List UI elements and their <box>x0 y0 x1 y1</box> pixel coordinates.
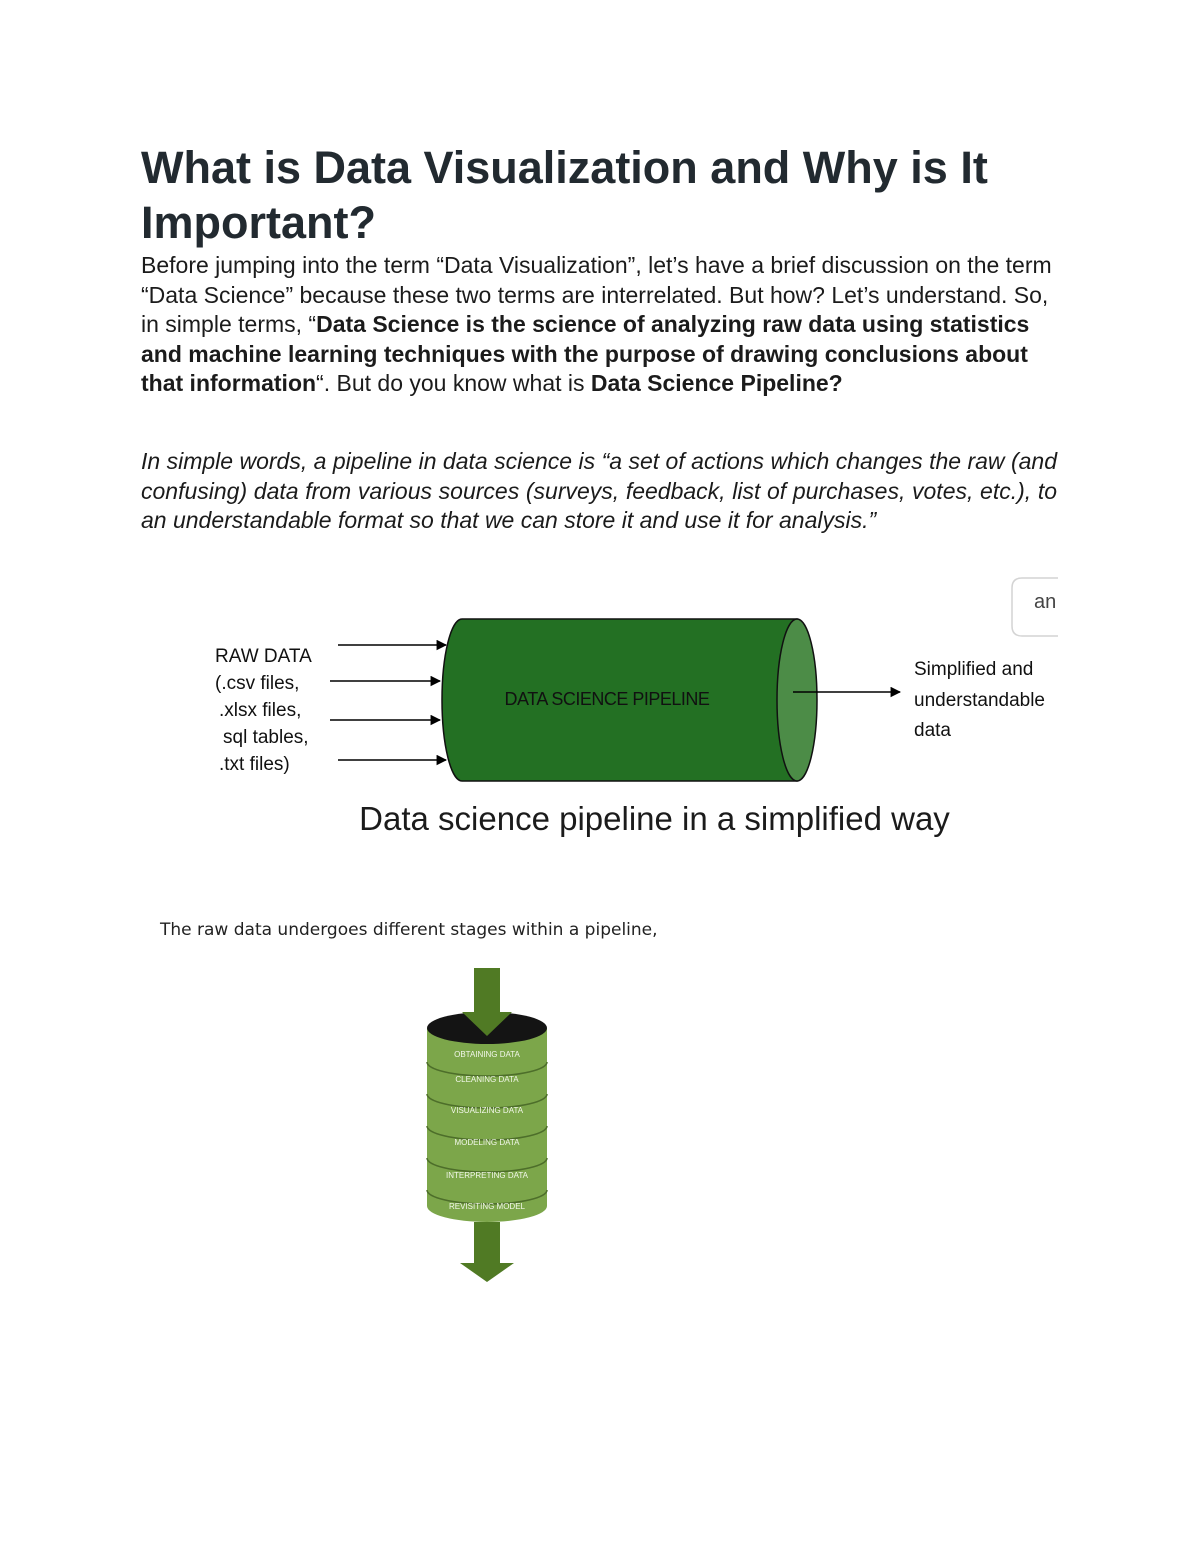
input-label: sql tables, <box>223 727 309 748</box>
input-label: (.csv files, <box>215 673 300 694</box>
input-label: RAW DATA <box>215 646 312 667</box>
stage-label: MODELING DATA <box>454 1138 520 1147</box>
output-label: Simplified and <box>914 659 1034 680</box>
data-science-definition: Data Science is the science of analyzing raw data using statistics and machine learning techniques with the purpose of drawing conclusions about that information <box>141 311 1030 396</box>
pipeline-label: DATA SCIENCE PIPELINE <box>504 689 710 709</box>
stage-label: INTERPRETING DATA <box>446 1171 528 1180</box>
pipeline-cylinder-end <box>777 619 817 781</box>
stage-label: VISUALIZING DATA <box>450 1106 524 1115</box>
pipeline-definition-quote: In simple words, a pipeline in data science is “a set of actions which changes the raw (and confusing) data from various sources (surveys, feedback, list of purchases, votes, etc.), to an understandable format so that we can store it and use it for analysis.” <box>141 448 1057 533</box>
pipeline-stages-diagram <box>380 960 600 1290</box>
floating-button-text: an <box>1034 591 1057 613</box>
pipeline-diagram-caption: Data science pipeline in a simplified way <box>359 800 950 837</box>
stage-label: REVISITING MODEL <box>448 1202 526 1211</box>
intro-text-middle: “. But do you know what is <box>316 370 591 396</box>
stages-output-arrow <box>460 1222 514 1282</box>
intro-text-start: Before jumping into the term “Data Visualization”, let’s have a brief discussion on the term “Data Science” because these two terms are interrelated. But how? Let’s understand. So, in simple terms, “ <box>141 252 1052 337</box>
stage-label: CLEANING DATA <box>455 1075 519 1084</box>
output-label: understandable <box>914 690 1045 711</box>
pipeline-diagram <box>0 570 1200 800</box>
stages-intro-text: The raw data undergoes different stages within a pipeline, <box>160 920 658 940</box>
output-label: data <box>914 720 951 741</box>
article-title: What is Data Visualization and Why is It Important? <box>141 142 988 248</box>
stage-label: OBTAINING DATA <box>454 1050 520 1059</box>
input-label: .xlsx files, <box>219 700 302 721</box>
pipeline-term: Data Science Pipeline? <box>590 370 843 396</box>
intro-paragraph <box>141 251 1071 399</box>
input-label: .txt files) <box>219 754 290 775</box>
